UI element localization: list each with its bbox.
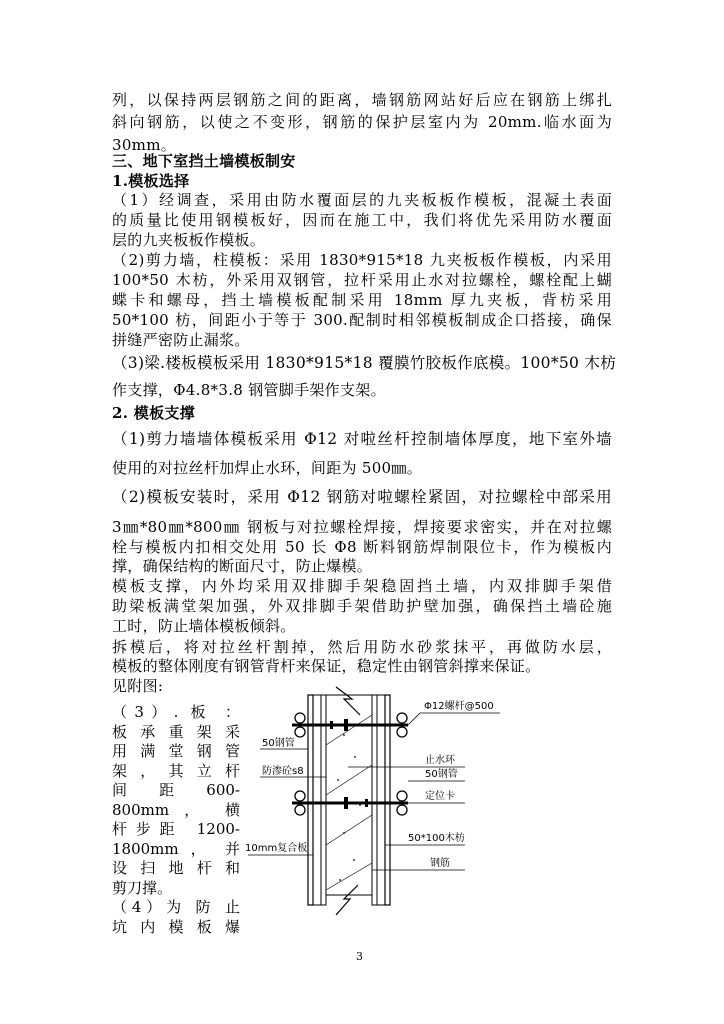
side-text-line: 间 距 600- [112,781,240,799]
label-waterproof-concrete: 防渗砼s8 [262,766,304,777]
label-rebar: 钢筋 [430,858,450,869]
text-line: 的质量比使用钢模板好，因而在施工中，我们将优先采用防水覆面 [112,211,612,229]
label-bolt: Φ12螺杆@500 [424,701,494,712]
text-line: 3㎜*80㎜*800㎜ 钢板与对拉螺栓焊接，焊接要求密实，并在对拉螺 [112,518,612,536]
label-pipe50-right: 50钢管 [425,769,458,780]
text-line: （3)梁.楼板模板采用 1830*915*18 覆膜竹胶板作底模。100*50 木枋 [112,354,617,372]
text-line: 100*50 木枋，外采用双钢管，拉杆采用止水对拉螺栓，螺栓配上蝴 [112,271,612,289]
side-text-line: 设 扫 地 杆 和 [112,859,240,877]
subsection-heading: 1.模板选择 [112,172,190,190]
label-locator: 定位卡 [425,791,455,802]
text-line: 撑，确保结构的断面尺寸，防止爆模。 [112,557,373,575]
formwork-diagram [240,685,720,925]
label-plywood: 10mm复合板 [245,843,308,854]
side-text-line: 板 承 重 架 采 [112,722,240,741]
text-line: （1)剪力墙墙体模板采用 Φ12 对啦丝杆控制墙体厚度，地下室外墙 [112,430,612,448]
text-line: 作支撑，Φ4.8*3.8 钢管脚手架作支架。 [112,381,386,399]
text-line: 层的九夹板板作模板。 [112,231,266,249]
text-line: 50*100 枋，间距小于等于 300.配制时相邻模板制成企口搭接，确保 [112,311,612,329]
side-text-line: 1800mm ， 并 [112,839,240,858]
text-line: 蝶卡和螺母，挡土墙模板配制采用 18mm 厚九夹板，背枋采用 [112,291,612,309]
text-line: 模板支撑，内外均采用双排脚手架稳固挡土墙，内双排脚手架借 [112,577,612,595]
text-line: 模板的整体刚度有钢管背杆来保证，稳定性由钢管斜撑来保证。 [112,657,541,675]
text-line: （1）经调查，采用由防水覆面层的九夹板板作模板，混凝土表面 [112,191,612,209]
text-line: 拼缝严密防止漏浆。 [112,331,250,349]
side-text-line: 杆步距 1200- [112,820,240,838]
side-text-line: 用 满 堂 钢 管 [112,742,240,760]
label-pipe50-left: 50钢管 [262,738,295,749]
side-text-line: 架 ， 其 立 杆 [112,761,240,780]
text-line: 助梁板满堂架加强，外双排脚手架借助护壁加强，确保挡土墙砼施 [112,597,612,615]
break-line-bottom [336,885,358,915]
text-line: 工时，防止墙体模板倾斜。 [112,617,296,635]
section-heading: 三、地下室挡土墙模板制安 [112,152,296,170]
side-text-line: 800mm ， 横 [112,800,240,819]
label-water-ring: 止水环 [425,755,455,766]
text-line: 斜向钢筋，以使之不变形，钢筋的保护层室内为 20mm.临水面为 [112,113,612,131]
text-line: （2)模板安装时，采用 Φ12 钢筋对啦螺栓紧固，对拉螺栓中部采用 [112,488,612,506]
label-timber: 50*100木枋 [408,833,465,844]
text-line: 使用的对拉丝杆加焊止水环，间距为 500㎜。 [112,459,423,477]
side-text-line: （4）为 防 止 [112,898,240,916]
side-text-line: （3）. 板 ： [112,703,240,721]
text-line: 30mm。 [112,136,177,154]
text-line: 见附图: [112,677,164,695]
text-line: 列，以保持两层钢筋之间的距离，墙钢筋网站好后应在钢筋上绑扎 [112,91,612,109]
side-text [112,703,240,937]
text-line: 拆模后，将对拉丝杆割掉，然后用防水砂浆抹平，再做防水层， [112,638,612,656]
break-line-top [336,687,360,715]
side-text-line: 坑 内 模 板 爆 [112,917,240,936]
subsection-heading: 2. 模板支撑 [112,404,195,422]
water-ring-bottom [344,797,348,809]
locator-clip [365,799,368,807]
side-text-line: 剪刀撑。 [112,878,173,897]
text-line: 栓与模板内扣相交处用 50 长 Φ8 断料钢筋焊制限位卡，作为模板内 [112,538,612,556]
text-line: （2)剪力墙，柱模板：采用 1830*915*18 九夹板板作模板，内采用 [112,251,612,269]
locator-clip [330,721,333,729]
water-ring-top [344,719,348,731]
concrete-dots [337,734,361,881]
page-number: 3 [356,950,363,963]
